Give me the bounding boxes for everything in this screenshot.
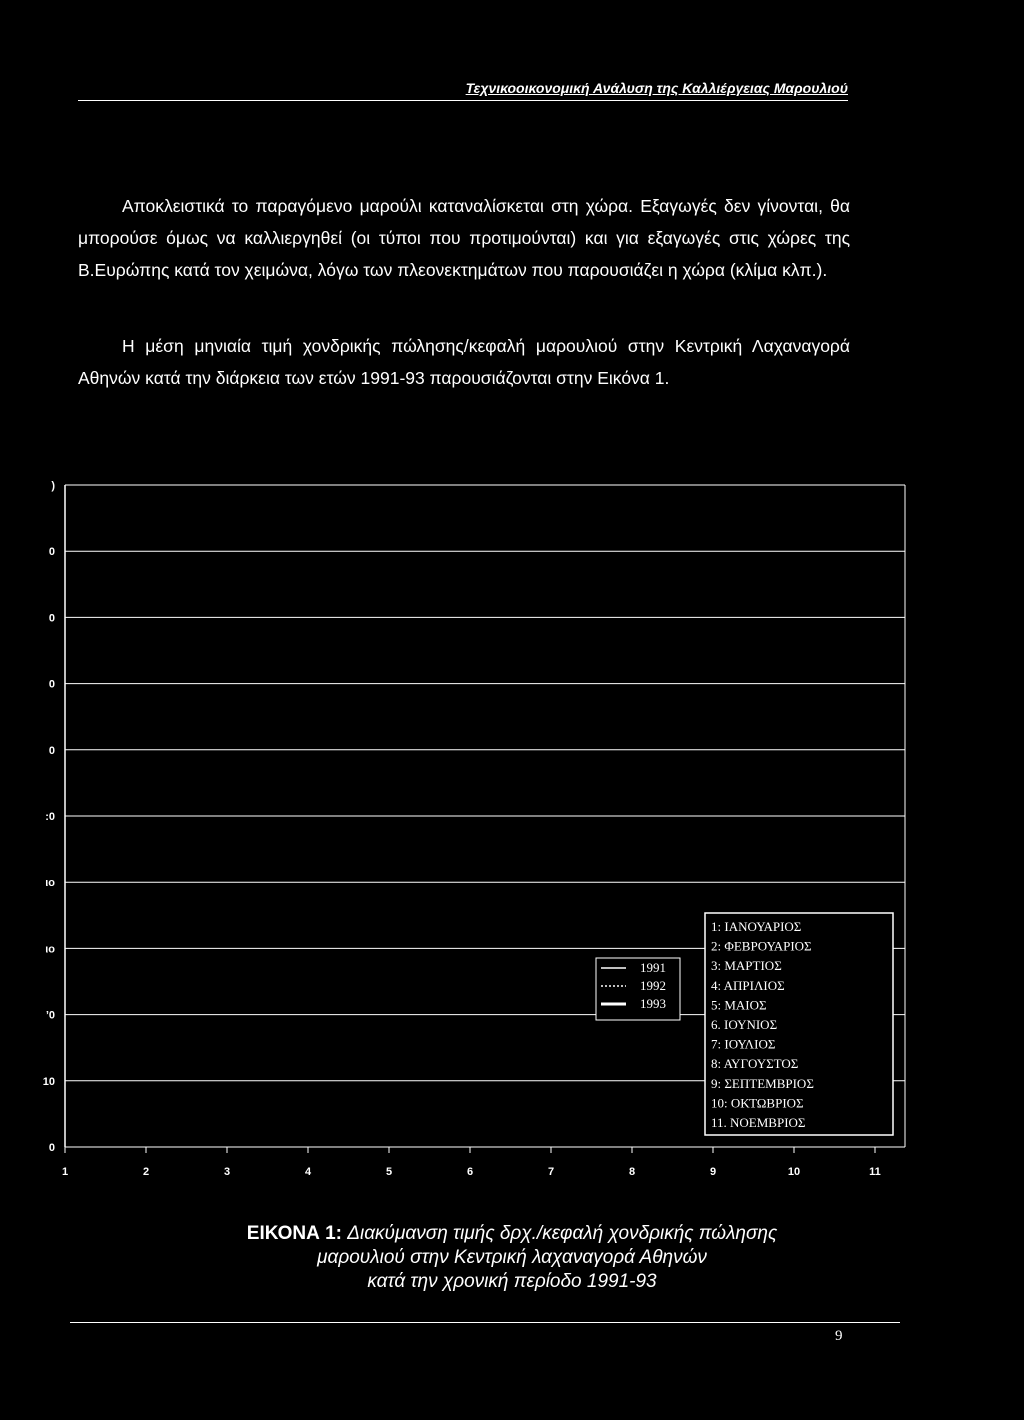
x-tick-label: 9	[709, 1166, 717, 1178]
caption-line-2: μαρουλιού στην Κεντρική λαχαναγορά Αθηνών	[317, 1247, 707, 1268]
header-rule	[78, 100, 848, 101]
y-tick-label: :0	[45, 811, 55, 823]
caption-line-3: κατά την χρονική περίοδο 1991-93	[367, 1271, 657, 1292]
month-legend-label: 5: ΜΑΙΟΣ	[711, 997, 767, 1013]
month-legend-label: 1: ΙΑΝΟΥΑΡΙΟΣ	[711, 919, 802, 934]
x-tick-label: 5	[385, 1166, 393, 1178]
paragraph-1: Αποκλειστικά το παραγόμενο μαρούλι καταναλίσκεται στη χώρα. Εξαγωγές δεν γίνονται, θα μπορούσε όμως να καλλιεργηθεί (οι τύποι που προτιμούνται) και για εξαγωγές στις χώρες της Β.Ευρώπης κατά τον χειμώνα, λόγω των πλεονεκτημάτων που παρουσιάζει η χώρα (κλίμα κλπ.).	[78, 196, 850, 280]
caption-line-1: Διακύμανση τιμής δρχ./κεφαλή χονδρικής πώλησης	[347, 1223, 778, 1244]
x-tick-label: 6	[466, 1166, 474, 1178]
month-legend-label: 3: ΜΑΡΤΙΟΣ	[711, 958, 782, 974]
month-legend-label: 6. ΙΟΥΝΙΟΣ	[711, 1017, 778, 1032]
month-legend-label: 9: ΣΕΠΤΕΜΒΡΙΟΣ	[711, 1075, 814, 1091]
month-legend-label: 10: ΟΚΤΩΒΡΙΟΣ	[711, 1095, 804, 1111]
x-tick-label: 1	[61, 1166, 69, 1178]
y-tick-label: 0	[48, 612, 55, 625]
y-tick-label: 0	[48, 546, 55, 559]
page-number: 9	[835, 1328, 843, 1344]
series-legend-label: 1993	[640, 996, 666, 1011]
figure-caption	[0, 1222, 1024, 1294]
y-tick-label: 0	[48, 1142, 55, 1154]
caption-label: ΕΙΚΟΝΑ 1:	[246, 1223, 342, 1244]
price-chart	[30, 470, 990, 1190]
y-tick-label: ιο	[45, 943, 55, 956]
x-tick-label: 8	[628, 1166, 636, 1178]
x-tick-label: 11	[869, 1166, 881, 1178]
y-tick-label: 0	[48, 678, 55, 691]
y-tick-label: 0	[48, 744, 55, 757]
y-tick-label: )	[51, 480, 55, 492]
paragraph-2: Η μέση μηνιαία τιμή χονδρικής πώλησης/κεφαλή μαρουλιού στην Κεντρική Λαχαναγορά Αθηνών κατά την διάρκεια των ετών 1991-93 παρουσιάζονται στην Εικόνα 1.	[78, 336, 850, 388]
footer-rule	[70, 1322, 900, 1323]
y-tick-label: ιο	[45, 877, 55, 890]
x-tick-label: 3	[223, 1166, 231, 1178]
x-tick-label: 4	[304, 1166, 312, 1178]
series-legend-label: 1991	[640, 960, 666, 975]
month-legend-label: 2: ΦΕΒΡΟΥΑΡΙΟΣ	[711, 938, 812, 954]
x-tick-label: 2	[142, 1166, 150, 1178]
x-tick-label: 7	[547, 1166, 555, 1178]
month-legend-label: 7: ΙΟΥΛΙΟΣ	[711, 1036, 776, 1052]
month-legend-label: 8: ΑΥΓΟΥΣΤΟΣ	[711, 1056, 799, 1072]
series-legend-label: 1992	[640, 978, 666, 993]
y-tick-label: ’0	[45, 1009, 55, 1022]
month-legend-label: 11. ΝΟΕΜΒΡΙΟΣ	[711, 1115, 806, 1130]
y-tick-label: 10	[42, 1075, 55, 1088]
month-legend-label: 4: ΑΠΡΙΛΙΟΣ	[711, 977, 785, 993]
running-header: Τεχνικοοικονομική Ανάλυση της Καλλιέργειας Μαρουλιού	[465, 80, 848, 96]
x-tick-label: 10	[787, 1166, 801, 1178]
